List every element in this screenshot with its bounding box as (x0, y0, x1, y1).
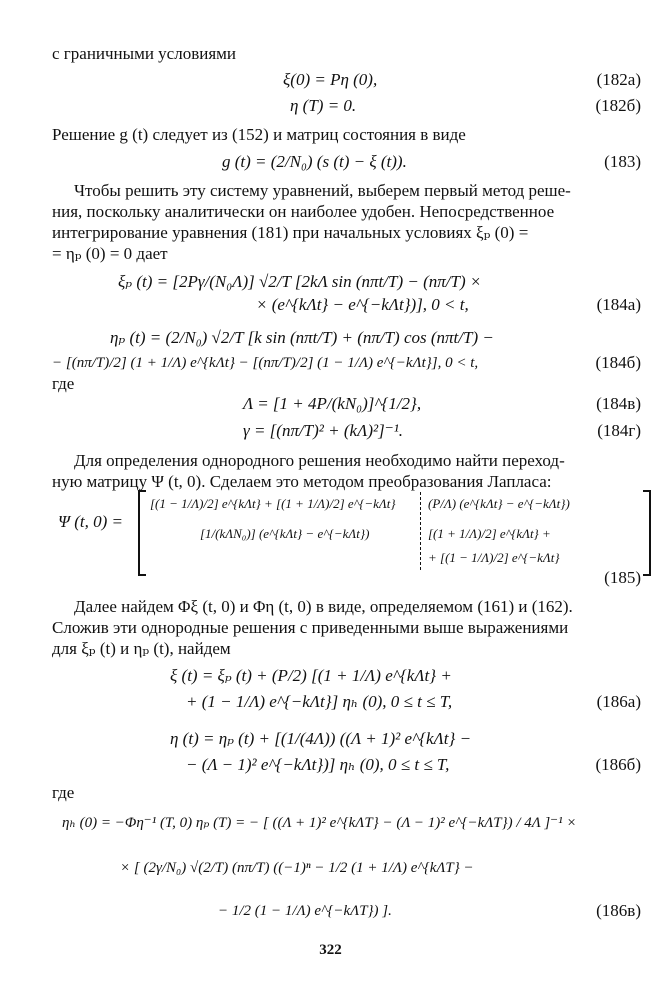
equation-number-186b: (186б) (595, 755, 641, 774)
equation-number-184b: (184б) (595, 353, 641, 372)
paragraph-line: интегрирование уравнения (181) при начальных условиях ξₚ (0) = (52, 223, 529, 242)
equation-184b-line1: ηₚ (t) = (2/N₀) √2/T [k sin (nπt/T) + (nπ/T) cos (nπt/T) − (110, 328, 494, 347)
equation-184b-line2: − [(nπ/T)/2] (1 + 1/Λ) e^{kΛt} − [(nπ/T)/2] (1 − 1/Λ) e^{−kΛt}], 0 < t, (52, 355, 479, 371)
matrix-cell-12: (P/Λ) (e^{kΛt} − e^{−kΛt}) (428, 496, 570, 511)
matrix-cell-22-line1: [(1 + 1/Λ)/2] e^{kΛt} + (428, 526, 551, 541)
equation-number-184a: (184а) (596, 295, 641, 314)
equation-number-183: (183) (604, 152, 641, 171)
equation-184v: Λ = [1 + 4P/(kN₀)]^{1/2}, (243, 394, 422, 413)
matrix-185 (58, 490, 618, 572)
matrix-right-bracket (643, 490, 651, 576)
equation-184g: γ = [(nπ/T)² + (kΛ)²]⁻¹. (243, 421, 404, 440)
equation-number-182a: (182а) (596, 70, 641, 89)
equation-186a-line2: + (1 − 1/Λ) e^{−kΛt}] ηₕ (0), 0 ≤ t ≤ T, (186, 692, 453, 711)
paragraph-line: Далее найдем Φξ (t, 0) и Φη (t, 0) в виде, определяемом (161) и (162). (74, 597, 573, 616)
equation-number-184g: (184г) (597, 421, 641, 440)
equation-number-186v: (186в) (596, 901, 641, 920)
equation-number-185: (185) (604, 568, 641, 587)
equation-number-184v: (184в) (596, 394, 641, 413)
equation-186v-line3: − 1/2 (1 − 1/Λ) e^{−kΛT}) ]. (218, 903, 392, 919)
paragraph-line: ния, поскольку аналитически он наиболее удобен. Непосредственное (52, 202, 555, 221)
paragraph-line: Сложив эти однородные решения с приведенными выше выражениями (52, 618, 569, 637)
matrix-cell-22-line2: + [(1 − 1/Λ)/2] e^{−kΛt} (428, 550, 560, 565)
equation-186a-line1: ξ (t) = ξₚ (t) + (P/2) [(1 + 1/Λ) e^{kΛt} + (170, 666, 452, 685)
equation-186v-line1: ηₕ (0) = −Φη⁻¹ (T, 0) ηₚ (T) = − [ ((Λ + 1)² e^{kΛT} − (Λ − 1)² e^{−kΛT}) / 4Λ ]⁻¹ × (62, 815, 577, 831)
equation-186b-line1: η (t) = ηₚ (t) + [(1/(4Λ)) ((Λ + 1)² e^{kΛt} − (170, 729, 472, 748)
equation-186v-line2: × [ (2γ/N₀) √(2/T) (nπ/T) ((−1)ⁿ − 1/2 (1 + 1/Λ) e^{kΛT} − (120, 860, 474, 876)
word-gde: где (52, 783, 75, 802)
paragraph-line: Для определения однородного решения необходимо найти переход- (74, 451, 565, 470)
matrix-cell-21: [1/(kΛN₀)] (e^{kΛt} − e^{−kΛt}) (200, 526, 370, 541)
matrix-divider (420, 492, 421, 570)
equation-184a-line1: ξₚ (t) = [2Pγ/(N₀Λ)] √2/T [2kΛ sin (nπt/T) − (nπ/T) × (118, 272, 482, 291)
paragraph-line: = ηₚ (0) = 0 дает (52, 244, 168, 263)
equation-183: g (t) = (2/N₀) (s (t) − ξ (t)). (222, 152, 407, 171)
psi-lhs: Ψ (t, 0) = (58, 512, 123, 531)
paragraph-line: для ξₚ (t) и ηₚ (t), найдем (52, 639, 231, 658)
word-gde: где (52, 374, 75, 393)
equation-182a: ξ(0) = Pη (0), (283, 70, 378, 89)
equation-number-182b: (182б) (595, 96, 641, 115)
matrix-cell-11: [(1 − 1/Λ)/2] e^{kΛt} + [(1 + 1/Λ)/2] e^{−kΛt} (150, 496, 396, 511)
page-number: 322 (319, 942, 342, 958)
paragraph-line: Чтобы решить эту систему уравнений, выберем первый метод реше- (74, 181, 571, 200)
intro-line: с граничными условиями (52, 44, 237, 63)
matrix-left-bracket (138, 490, 146, 576)
equation-number-186a: (186а) (596, 692, 641, 711)
text-line: Решение g (t) следует из (152) и матриц состояния в виде (52, 125, 466, 144)
equation-184a-line2: × (e^{kΛt} − e^{−kΛt})], 0 < t, (256, 295, 469, 314)
equation-182b: η (T) = 0. (290, 96, 357, 115)
equation-186b-line2: − (Λ − 1)² e^{−kΛt})] ηₕ (0), 0 ≤ t ≤ T, (186, 755, 450, 774)
paragraph-line: ную матрицу Ψ (t, 0). Сделаем это методом преобразования Лапласа: (52, 472, 552, 491)
